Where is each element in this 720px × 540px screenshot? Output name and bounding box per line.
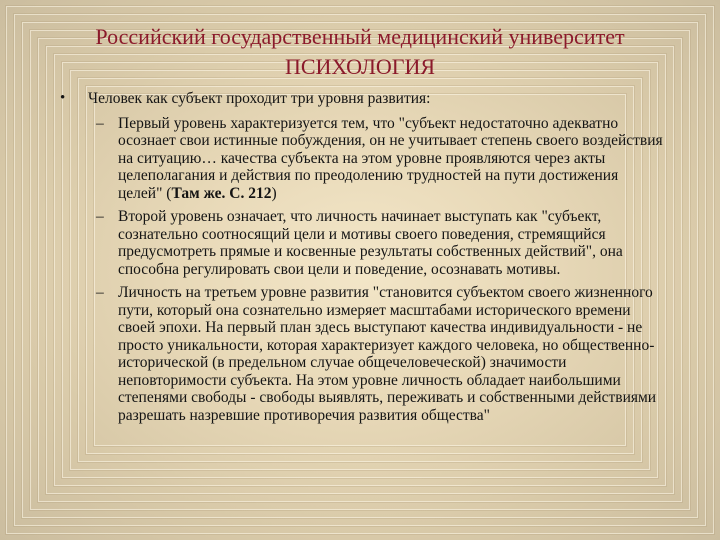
title-subject: ПСИХОЛОГИЯ [284,54,436,79]
sub-item-text: Первый уровень характеризуется тем, что "субъект недостаточно адекватно осознает свои истинные побуждения, он не учитывает степень своего воздействия на ситуацию… качества субъекта на этом уровне проявляются через акты целеполагания и действия по преодолению трудностей на пути достижения целей" ( [118,114,663,202]
sub-item-first-level [60,115,665,203]
sub-item-second-level [60,208,665,278]
title-university: Российский государственный медицинский университет [95,24,625,49]
slide-content [60,90,665,430]
citation: Там же. С. 212 [171,184,272,202]
bullet-item [60,90,665,108]
sub-item-third-level [60,284,665,424]
sub-item-text: Личность на третьем уровне развития "становится субъектом своего жизненного пути, который она сознательно измеряет масштабами исторического времени своей эпохи. На первый план здесь выступают качества индивидуальности - не просто уникальности, которая характеризует каждого человека, но общественно-исторической (в предельном случае общечеловеческой) значимости неповторимости субъекта. На этом уровне личность обладает наибольшими степенями свободы - свободы выявлять, переживать и собственными действиями разрешать назревшие противоречия развития общества" [118,284,657,424]
bullet-text: Человек как субъект проходит три уровня развития: [88,90,431,107]
slide-title [20,22,700,82]
dash-marker: – [96,114,104,132]
sub-list [60,115,665,425]
citation-close: ) [271,184,277,202]
bullet-marker: • [60,90,66,106]
dash-marker: – [96,284,104,301]
sub-item-text: Второй уровень означает, что личность начинает выступать как "субъект, сознательно соотносящий цели и мотивы своего поведения, стремящийся предусмотреть прямые и косвенные результаты собственных действий", она способна регулировать свои цели и поведение, осознавать мотивы. [118,208,623,278]
dash-marker: – [96,208,104,225]
